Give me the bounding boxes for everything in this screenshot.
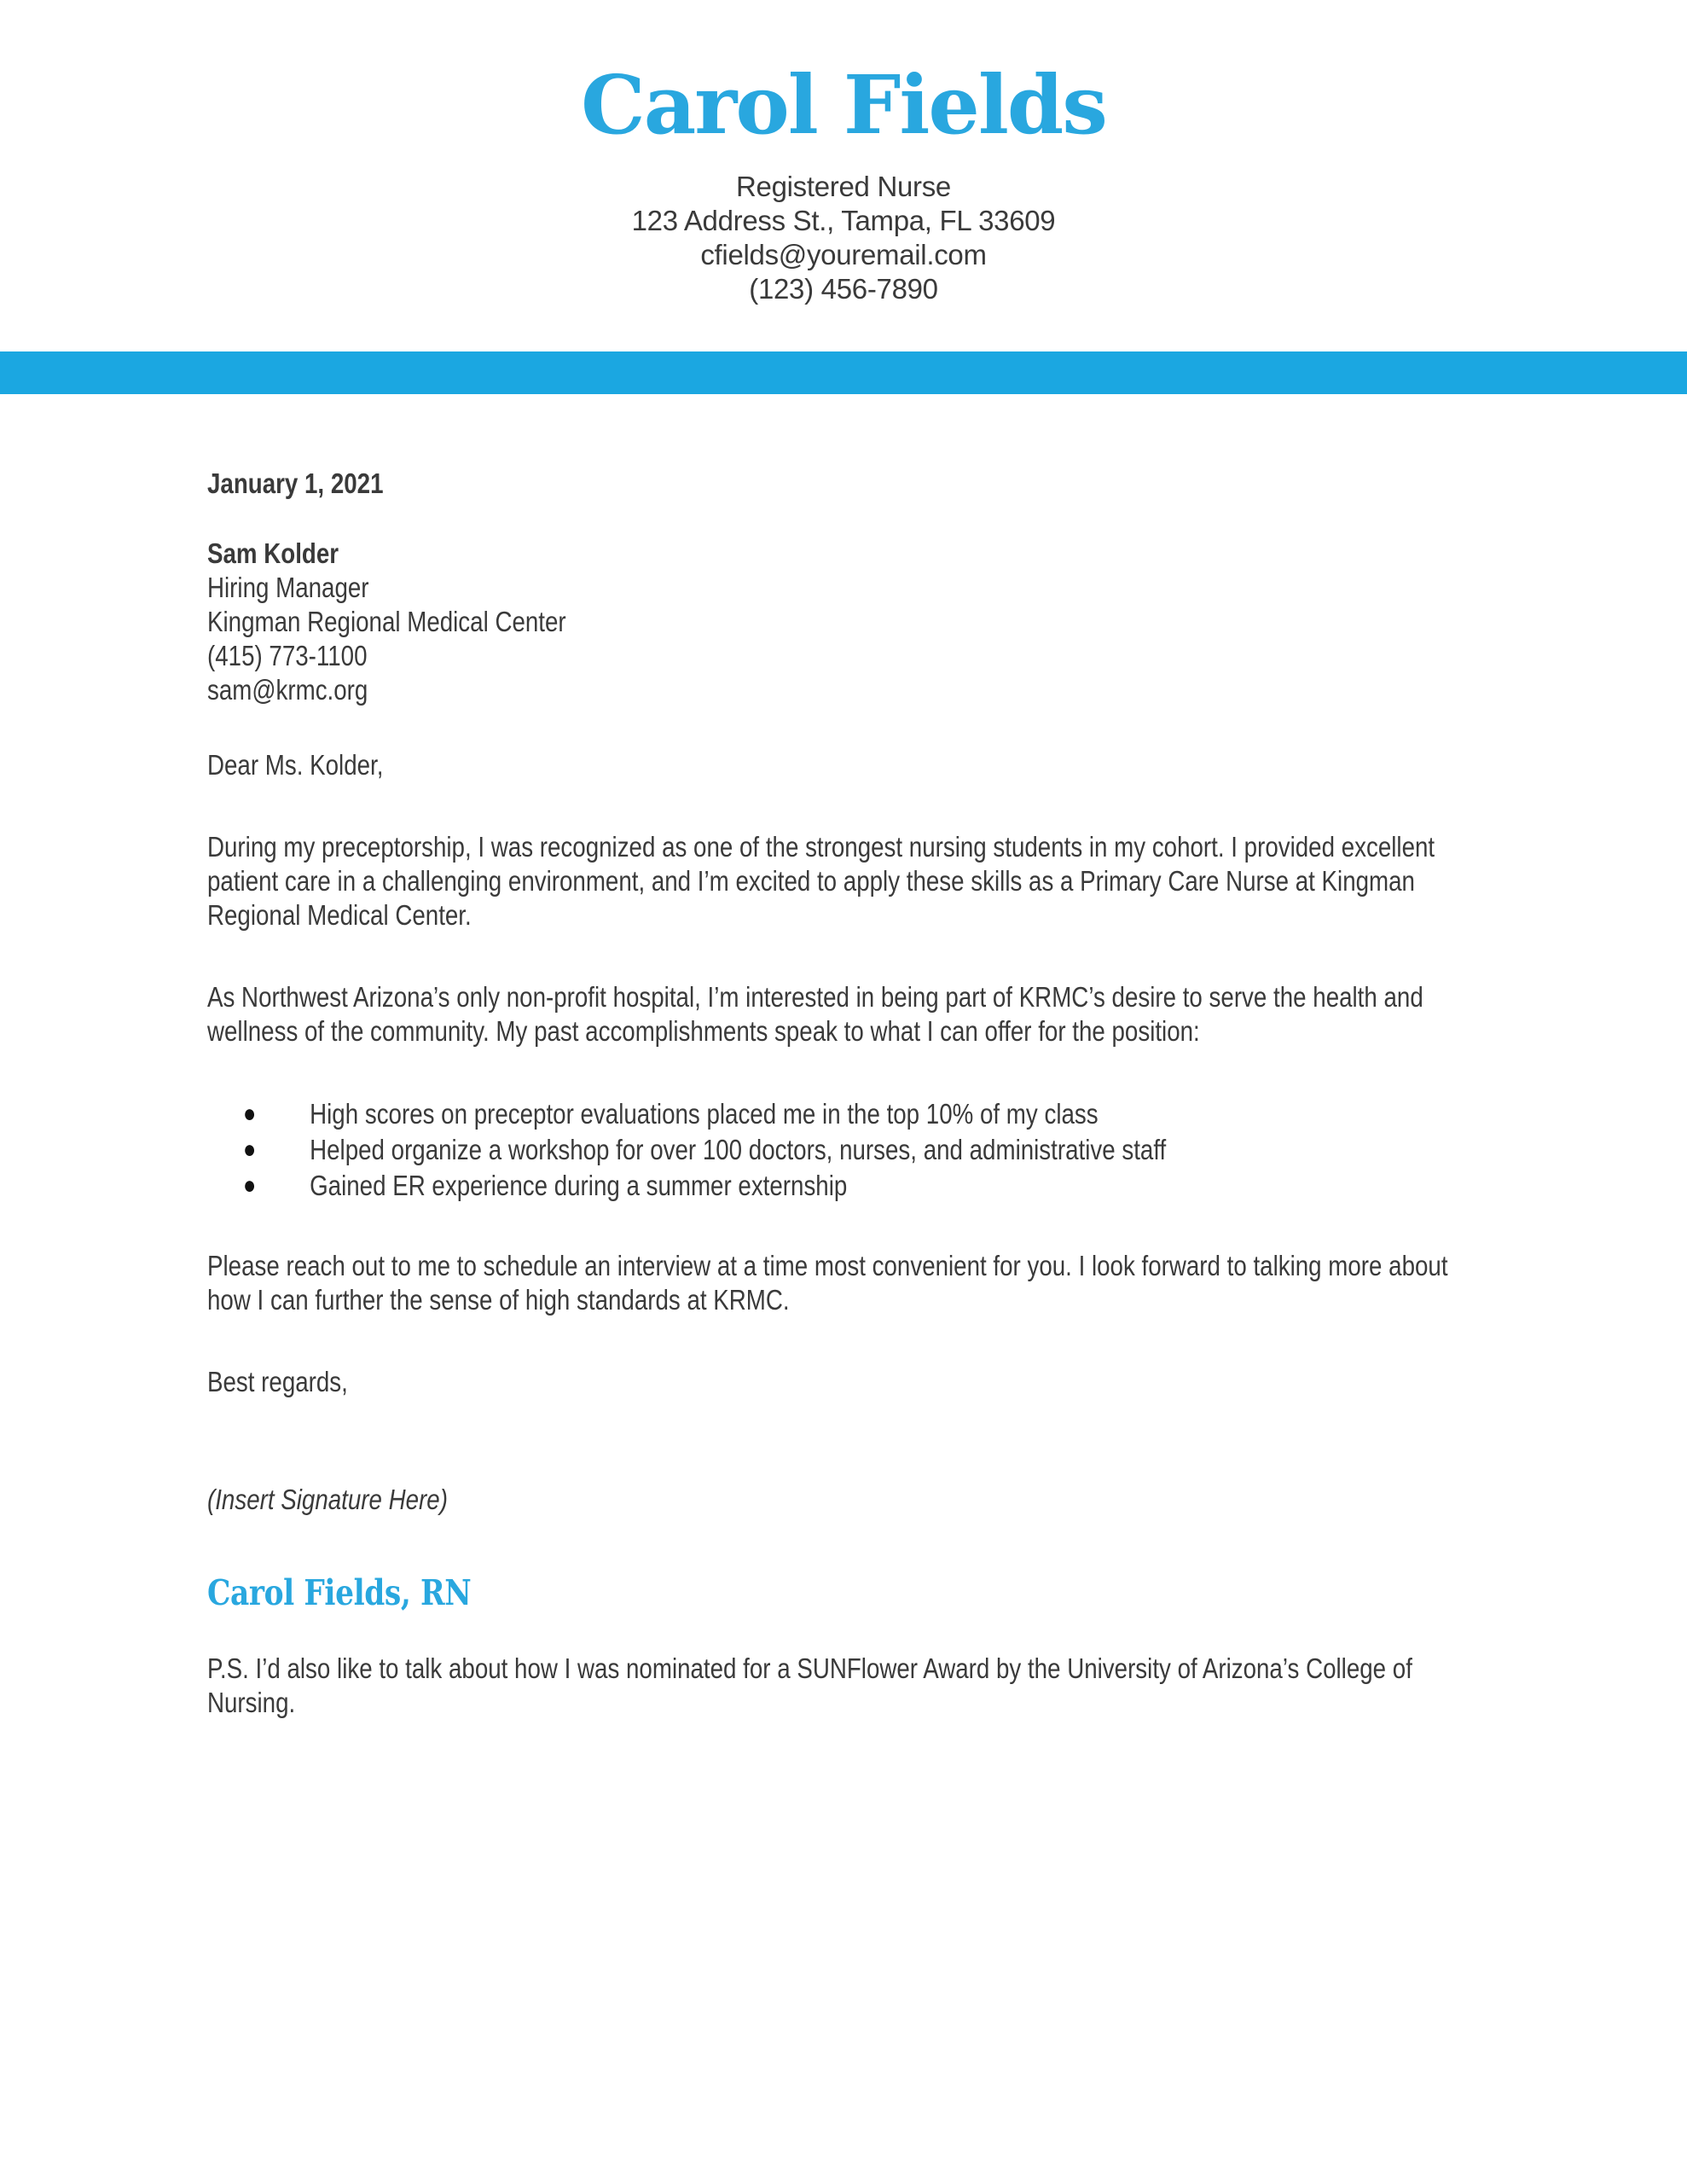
letterhead <box>0 0 1687 306</box>
postscript: P.S. I’d also like to talk about how I was nominated for a SUNFlower Award by the University of Arizona’s College of Nursing. <box>207 1653 1412 1718</box>
letter-body <box>0 394 1687 1720</box>
valediction: Best regards, <box>207 1366 348 1397</box>
recipient-name: Sam Kolder <box>207 537 339 569</box>
list-item-text: Gained ER experience during a summer externship <box>310 1170 848 1201</box>
recipient-company: Kingman Regional Medical Center <box>207 606 566 637</box>
recipient-block <box>207 537 1477 707</box>
letter-content <box>207 467 1477 1720</box>
applicant-job-title: Registered Nurse <box>736 171 951 202</box>
achievements-list <box>207 1096 1477 1204</box>
recipient-title: Hiring Manager <box>207 572 369 603</box>
bullet-icon: ● <box>243 1100 257 1128</box>
recipient-phone: (415) 773-1100 <box>207 640 368 671</box>
salutation: Dear Ms. Kolder, <box>207 749 384 781</box>
accent-divider-bar <box>0 351 1687 394</box>
closing-paragraph: Please reach out to me to schedule an interview at a time most convenient for you. I look forward to talking more about how I can further the sense of high standards at KRMC. <box>207 1250 1448 1316</box>
list-item <box>207 1132 1477 1168</box>
list-item-text: High scores on preceptor evaluations placed me in the top 10% of my class <box>310 1098 1099 1130</box>
list-item <box>207 1096 1477 1132</box>
list-item <box>207 1168 1477 1204</box>
applicant-phone: (123) 456-7890 <box>749 273 938 305</box>
bullet-icon: ● <box>243 1171 257 1199</box>
applicant-name: Carol Fields <box>581 58 1106 153</box>
list-item-text: Helped organize a workshop for over 100 doctors, nurses, and administrative staff <box>310 1134 1167 1165</box>
applicant-address: 123 Address St., Tampa, FL 33609 <box>631 205 1056 236</box>
body-paragraph-1: During my preceptorship, I was recognized as one of the strongest nursing students in my cohort. I provided excellent patient care in a challenging environment, and I’m excited to apply these skills as a Primary Care Nurse at Kingman Regional Medical Center. <box>207 831 1435 931</box>
signature-name: Carol Fields, RN <box>207 1572 472 1613</box>
bullet-icon: ● <box>243 1136 257 1164</box>
letter-date: January 1, 2021 <box>207 468 384 499</box>
signature-placeholder: (Insert Signature Here) <box>207 1484 448 1515</box>
recipient-email: sam@krmc.org <box>207 674 368 706</box>
applicant-email: cfields@youremail.com <box>700 239 987 270</box>
body-paragraph-2: As Northwest Arizona’s only non-profit hospital, I’m interested in being part of KRMC’s desire to serve the health and wellness of the community. My past accomplishments speak to what I can offer for the position: <box>207 981 1423 1047</box>
